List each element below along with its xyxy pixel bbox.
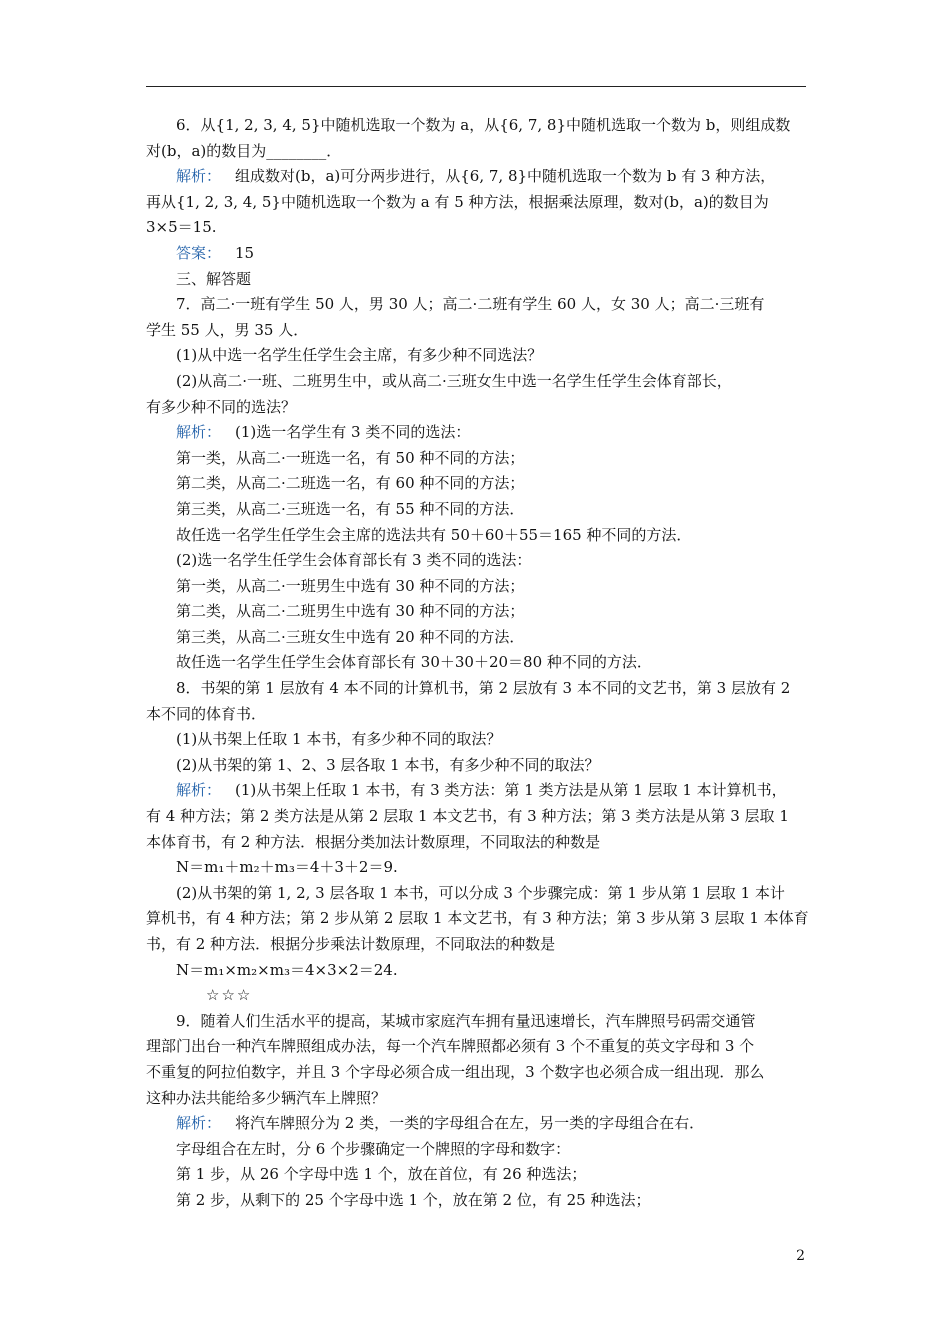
q8-line-1: 8．书架的第 1 层放有 4 本不同的计算机书，第 2 层放有 3 本不同的文艺书，第 3 层放有 2 <box>176 679 791 698</box>
q7-line-4: (2)从高二·一班、二班男生中，或从高二·三班女生中选一名学生任学生会体育部长， <box>176 371 732 390</box>
q9-line-1: 9．随着人们生活水平的提高，某城市家庭汽车拥有量迅速增长，汽车牌照号码需交通管 <box>176 1011 756 1030</box>
q8-solution-line-7: 书，有 2 种方法．根据分步乘法计数原理，不同取法的种数是 <box>146 935 556 953</box>
q7-solution-line-3: 第二类，从高二·二班选一名，有 60 种不同的方法； <box>176 474 525 493</box>
q9-solution-line-2: 字母组合在左时，分 6 个步骤确定一个牌照的字母和数字： <box>176 1139 571 1158</box>
stars-divider: ☆☆☆ <box>206 986 253 1005</box>
q9-solution-line-4: 第 2 步，从剩下的 25 个字母中选 1 个，放在第 2 位，有 25 种选法； <box>176 1190 651 1209</box>
q8-formula-1: N＝m₁＋m₂＋m₃＝4＋3＋2＝9. <box>176 858 398 877</box>
page-content <box>146 113 809 1214</box>
q7-line-3: (1)从中选一名学生任学生会主席，有多少种不同选法？ <box>176 346 543 365</box>
q6-line-1: 6．从{1, 2, 3, 4, 5}中随机选取一个数为 a，从{6, 7, 8}中随机选取一个数为 b，则组成数 <box>176 116 791 134</box>
q7-solution-line-8: 第二类，从高二·二班男生中选有 30 种不同的方法； <box>176 602 525 621</box>
q7-line-5: 有多少种不同的选法？ <box>146 397 297 416</box>
q8-line-3: (1)从书架上任取 1 本书，有多少种不同的取法？ <box>176 730 502 749</box>
answer-value: 15 <box>235 243 255 262</box>
q6-answer <box>146 241 806 267</box>
q7-line-1: 7．高二·一班有学生 50 人，男 30 人；高二·二班有学生 60 人，女 30 人；高二·三班有 <box>176 295 765 314</box>
answer-label: 答案： <box>176 243 222 262</box>
q7-solution-line-6: (2)选一名学生任学生会体育部长有 3 类不同的选法： <box>176 551 532 570</box>
q8-solution-text-1: (1)从书架上任取 1 本书，有 3 类方法：第 1 类方法是从第 1 层取 1 本计算机书， <box>235 781 787 800</box>
q7-solution-line-9: 第三类，从高二·三班女生中选有 20 种不同的方法． <box>176 627 525 646</box>
q7-solution-line-7: 第一类，从高二·一班男生中选有 30 种不同的方法； <box>176 576 525 595</box>
q9-line-2: 理部门出台一种汽车牌照组成办法，每一个汽车牌照都必须有 3 个不重复的英文字母和 3 个 <box>146 1037 755 1056</box>
q7-solution-line-4: 第三类，从高二·三班选一名，有 55 种不同的方法． <box>176 499 525 518</box>
q8-solution-line-2: 有 4 种方法；第 2 类方法是从第 2 层取 1 本文艺书，有 3 种方法；第 3 类方法是从第 3 层取 1 <box>146 807 789 826</box>
q7-solution-line-1 <box>146 420 806 446</box>
q6-solution-text-1: 组成数对(b，a)可分两步进行，从{6, 7, 8}中随机选取一个数为 b 有 3 种方法， <box>235 167 776 186</box>
header-rule <box>146 86 806 87</box>
q9-solution-line-1 <box>146 1111 806 1137</box>
q8-solution-line-1 <box>146 778 806 804</box>
section-title: 三、解答题 <box>176 269 252 288</box>
q8-solution-line-5: (2)从书架的第 1, 2, 3 层各取 1 本书，可以分成 3 个步骤完成：第 1 步从第 1 层取 1 本计 <box>176 883 785 902</box>
q6-line-2: 对(b，a)的数目为________． <box>146 141 342 160</box>
q8-line-2: 本不同的体育书． <box>146 704 267 723</box>
q8-line-4: (2)从书架的第 1、2、3 层各取 1 本书，有多少种不同的取法？ <box>176 755 600 774</box>
q9-line-3: 不重复的阿拉伯数字，并且 3 个字母必须合成一组出现，3 个数字也必须合成一组出现．那么 <box>146 1062 765 1081</box>
q9-solution-line-3: 第 1 步，从 26 个字母中选 1 个，放在首位，有 26 种选法； <box>176 1165 587 1184</box>
solution-label: 解析： <box>176 1114 222 1133</box>
q6-solution-line-2: 再从{1, 2, 3, 4, 5}中随机选取一个数为 a 有 5 种方法，根据乘法原理，数对(b，a)的数目为 <box>146 192 769 211</box>
solution-label: 解析： <box>176 167 222 186</box>
q9-solution-text-1: 将汽车牌照分为 2 类，一类的字母组合在左，另一类的字母组合在右． <box>235 1114 705 1133</box>
q7-line-2: 学生 55 人，男 35 人． <box>146 320 309 339</box>
q8-formula-2: N＝m₁×m₂×m₃＝4×3×2＝24. <box>176 960 398 979</box>
q8-solution-line-6: 算机书，有 4 种方法；第 2 步从第 2 层取 1 本文艺书，有 3 种方法；第 3 步从第 3 层取 1 本体育 <box>146 909 809 928</box>
q6-solution-line-3: 3×5＝15. <box>146 218 217 237</box>
q6-solution-line-1 <box>146 164 806 190</box>
q7-solution-line-2: 第一类，从高二·一班选一名，有 50 种不同的方法； <box>176 448 525 467</box>
q9-line-4: 这种办法共能给多少辆汽车上牌照？ <box>146 1088 387 1107</box>
solution-label: 解析： <box>176 423 222 442</box>
q7-solution-line-10: 故任选一名学生任学生会体育部长有 30＋30＋20＝80 种不同的方法． <box>176 653 652 672</box>
q7-solution-text-1: (1)选一名学生有 3 类不同的选法： <box>235 423 471 442</box>
page-number: 2 <box>796 1248 805 1264</box>
solution-label: 解析： <box>176 781 222 800</box>
q7-solution-line-5: 故任选一名学生任学生会主席的选法共有 50＋60＋55＝165 种不同的方法． <box>176 525 692 544</box>
q8-solution-line-3: 本体育书，有 2 种方法．根据分类加法计数原理，不同取法的种数是 <box>146 832 601 851</box>
